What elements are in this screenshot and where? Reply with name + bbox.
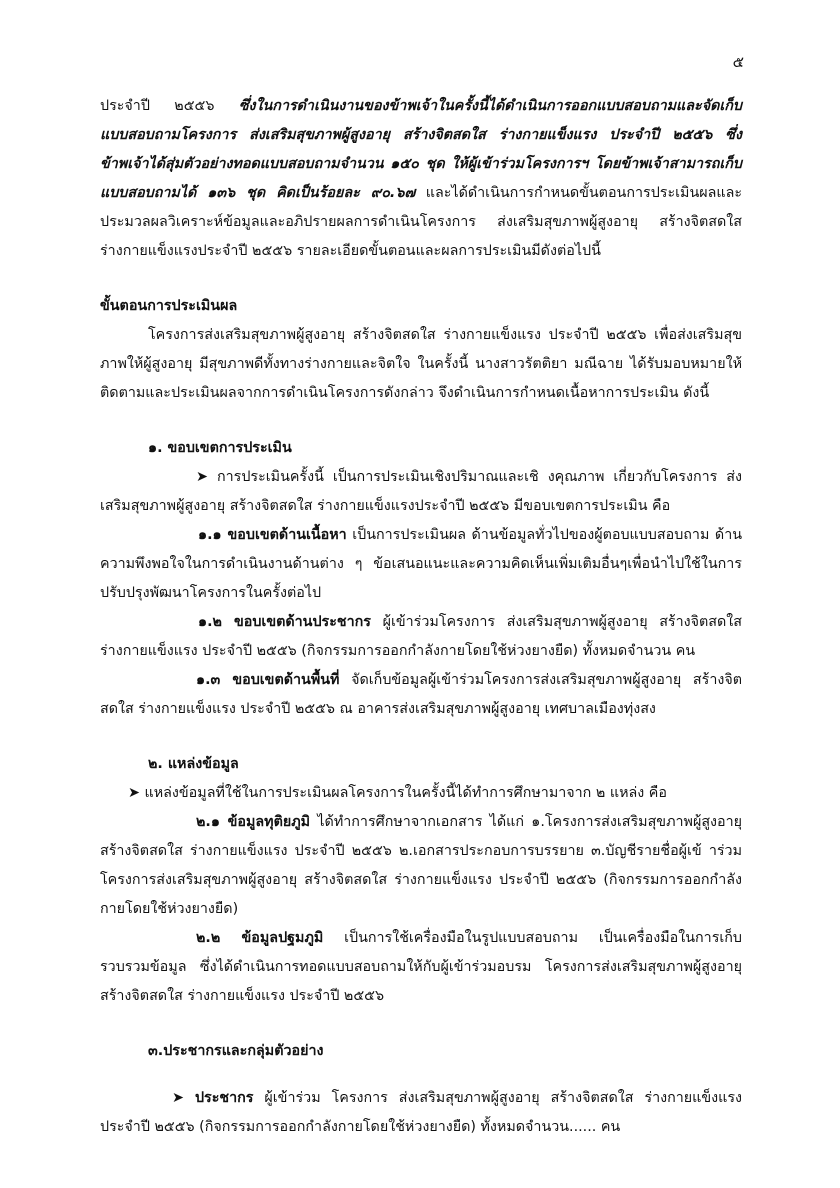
population-heading: ๓.ประชากรและกลุ่มตัวอย่าง bbox=[148, 1043, 324, 1059]
steps-heading: ขั้นตอนการประเมินผล bbox=[100, 298, 238, 314]
scope-area-item: ๑.๓ ขอบเขตด้านพื้นที่ จัดเก็บข้อมูลผู้เข้าร่วมโครงการส่งเสริมสุขภาพผู้สูงอายุ สร้างจิตสดใส ร่างกายแข็งแรง ประจำปี ๒๕๕๖ ณ อาคารส่งเสริมสุขภาพผู้สูงอายุ เทศบาลเมืองทุ่งสง bbox=[100, 672, 742, 717]
arrow-bullet-icon: ➤ bbox=[196, 469, 208, 485]
scope-heading: ๑. ขอบเขตการประเมิน bbox=[148, 440, 292, 456]
steps-body: โครงการส่งเสริมสุขภาพผู้สูงอายุ สร้างจิตสดใส ร่างกายแข็งแรง ประจำปี ๒๕๕๖ เพื่อส่งเสริมสุขภาพให้ผู้สูงอายุ มีสุขภาพดีทั้งทางร่างกายและจิตใจ ในครั้งนี้ นางสาวรัตติยา มณีฉาย ได้รับมอบหมายให้ติดตามและประเมินผลจากการดำเนินโครงการดังกล่าว จึงดำเนินการกำหนดเนื้อหาการประเมิน ดังนี้ bbox=[100, 327, 742, 401]
intro-paragraph bbox=[100, 92, 742, 266]
scope-population-item: ๑.๒ ขอบเขตด้านประชากร ผู้เข้าร่วมโครงการ ส่งเสริมสุขภาพผู้สูงอายุ สร้างจิตสดใส ร่างกายแข็งแรง ประจำปี ๒๕๕๖ (กิจกรรมการออกกำลังกายโดยใช้ห่วงยางยืด) ทั้งหมดจำนวน คน bbox=[100, 614, 743, 659]
sources-secondary-item: ๒.๑ ข้อมูลทุติยภูมิ ได้ทำการศึกษาจากเอกสาร ได้แก่ ๑.โครงการส่งเสริมสุขภาพผู้สูงอายุ สร้างจิตสดใส ร่างกายแข็งแรง ประจำปี ๒๕๕๖ ๒.เอกสารประกอบการบรรยาย ๓.บัญชีรายชื่อผู้เข้ าร่วมโครงการส่งเสริมสุขภาพผู้สูงอายุ สร้างจิตสดใส ร่างกายแข็งแรง ประจำปี ๒๕๕๖ (กิจกรรมการออกกำลังกายโดยใช้ห่วงยางยืด) bbox=[100, 814, 743, 917]
sources-primary-item: ๒.๒ ข้อมูลปฐมภูมิ เป็นการใช้เครื่องมือในรูปแบบสอบถาม เป็นเครื่องมือในการเก็บรวบรวมข้อมูล ซึ่งได้ดำเนินการทอดแบบสอบถามให้กับผู้เข้าร่วมอบรม โครงการส่งเสริมสุขภาพผู้สูงอายุ สร้างจิตสดใส ร่างกายแข็งแรง ประจำปี ๒๕๕๖ bbox=[100, 930, 742, 1004]
population-item: ➤ ประชากร ผู้เข้าร่วม โครงการ ส่งเสริมสุขภาพผู้สูงอายุ สร้างจิตสดใส ร่างกายแข็งแรง ประจำปี ๒๕๕๖ (กิจกรรมการออกกำลังกายโดยใช้ห่วงยางยืด) ทั้งหมดจำนวน...... คน bbox=[100, 1090, 743, 1135]
sources-heading: ๒. แหล่งข้อมูล bbox=[148, 756, 239, 772]
document-body bbox=[100, 92, 742, 1142]
arrow-bullet-icon: ➤ bbox=[172, 1090, 184, 1106]
intro-year: ประจำปี ๒๕๕๖ bbox=[100, 98, 215, 114]
sources-bullet: ➤ แหล่งข้อมูลที่ใช้ในการประเมินผลโครงการในครั้งนี้ได้ทำการศึกษามาจาก ๒ แหล่ง คือ bbox=[128, 785, 667, 801]
intro-text: และได้ดำเนินการกำหนดขั้นตอนการประเมินผลและประมวลผลวิเคราะห์ข้อมูลและอภิปรายผลการดำเนินโครงการ ส่งเสริมสุขภาพผู้สูงอายุ สร้างจิตสดใส ร่างกายแข็งแรงประจำปี ๒๕๕๖ รายละเอียดขั้นตอนและผลการประเมินมีดังต่อไปนี้ bbox=[100, 185, 743, 259]
scope-content-item: ๑.๑ ขอบเขตด้านเนื้อหา เป็นการประเมินผล ด้านข้อมูลทั่วไปของผู้ตอบแบบสอบถาม ด้านความพึงพอใจในการดำเนินงานด้านต่าง ๆ ข้อเสนอแนะและความคิดเห็นเพิ่มเติมอื่นๆเพื่อนำไปใช้ในการปรับปรุงพัฒนาโครงการในครั้งต่อไป bbox=[100, 527, 742, 601]
scope-bullet: ➤ การประเมินครั้งนี้ เป็นการประเมินเชิงปริมาณและเชิ งคุณภาพ เกี่ยวกับโครงการ ส่งเสริมสุขภาพผู้สูงอายุ สร้างจิตสดใส ร่างกายแข็งแรงประจำปี ๒๕๕๖ มีขอบเขตการประเมิน คือ bbox=[100, 469, 743, 514]
arrow-bullet-icon: ➤ bbox=[128, 785, 140, 801]
intro-italic-text: ซึ่งในการดำเนินงานของข้าพเจ้าในครั้งนี้ได้ดำเนินการออกแบบสอบถามและจัดเก็บแบบสอบถามโครงการ ส่งเสริมสุขภาพผู้สูงอายุ สร้างจิตสดใส ร่างกายแข็งแรง ประจำปี ๒๕๕๖ ซึ่งข้าพเจ้าได้สุ่มตัวอย่างทอดแบบสอบถามจำนวน ๑๕๐ ชุด ให้ผู้เข้าร่วมโครงการฯ โดยข้าพเจ้าสามารถเก็บแบบสอบถามได้ ๑๓๖ ชุด คิดเป็นร้อยละ ๙๐.๖๗ bbox=[100, 98, 742, 201]
page-number: ๕ bbox=[732, 53, 744, 71]
